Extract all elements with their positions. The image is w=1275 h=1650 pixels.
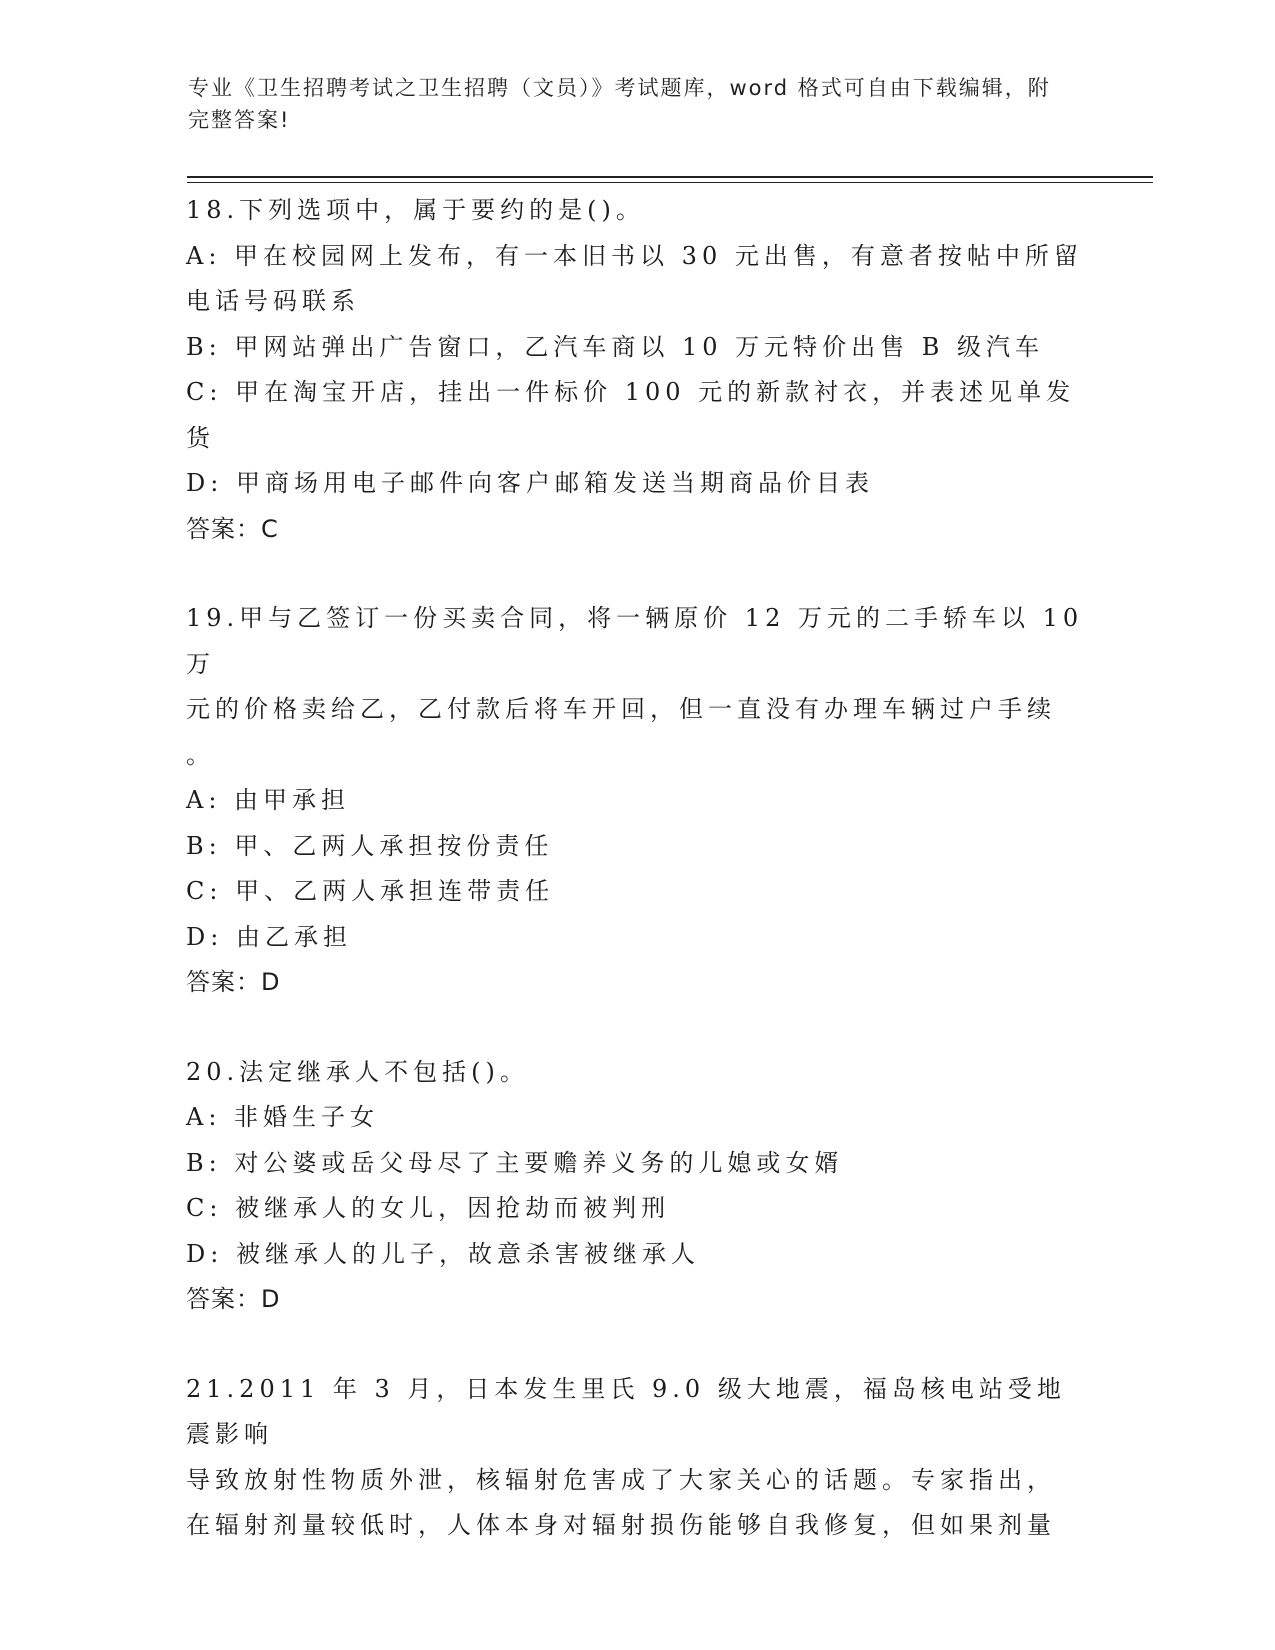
answer-option: B: 甲、乙两人承担按份责任 [186,831,554,860]
question-block [186,596,1096,1006]
answer-key: 答案：C [186,514,279,543]
question-stem-line: 在辐射剂量较低时，人体本身对辐射损伤能够自我修复，但如果剂量 [186,1511,1056,1539]
answer-option: 电话号码联系 [186,287,360,315]
answer-option: A: 非婚生子女 [186,1103,380,1131]
answer-option: C: 被继承人的女儿，因抢劫而被判刑 [186,1194,671,1222]
question-list [186,188,1096,1593]
answer-option: D: 由乙承担 [186,922,352,951]
question-stem-line: 20.法定继承人不包括()。 [186,1057,529,1086]
answer-option: C: 甲在淘宝开店，挂出一件标价 100 元的新款衬衣，并表述见单发货 [186,378,1076,452]
header-divider-thin [187,182,1153,183]
question-stem-line: 19.甲与乙签订一份买卖合同，将一辆原价 12 万元的二手轿车以 10 万 [186,604,1096,678]
answer-option: D: 被继承人的儿子，故意杀害被继承人 [186,1239,700,1268]
question-stem-line: 导致放射性物质外泄，核辐射危害成了大家关心的话题。专家指出， [186,1465,1056,1494]
answer-key: 答案：D [186,968,281,996]
answer-option: B: 对公婆或岳父母尽了主要赡养义务的儿媳或女婿 [186,1148,844,1177]
question-stem-line: 18.下列选项中，属于要约的是()。 [186,196,645,224]
question-stem-line: 。 [186,740,215,769]
question-block [186,1367,1086,1549]
question-stem-line: 元的价格卖给乙，乙付款后将车开回，但一直没有办理车辆过户手续 [186,695,1056,723]
answer-option: C: 甲、乙两人承担连带责任 [186,877,555,905]
answer-option: A: 甲在校园网上发布，有一本旧书以 30 元出售，有意者按帖中所留 [186,241,1083,270]
question-block [186,1050,1086,1323]
question-stem-line: 21.2011 年 3 月，日本发生里氏 9.0 级大地震，福岛核电站受地震影响 [186,1374,1066,1448]
answer-key: 答案：D [186,1285,281,1313]
header-divider-thick [187,176,1153,178]
document-header: 专业《卫生招聘考试之卫生招聘（文员）》考试题库，word 格式可自由下载编辑，附完整答案! [188,76,1051,132]
answer-option: A: 由甲承担 [186,786,351,814]
answer-option: B: 甲网站弹出广告窗口，乙汽车商以 10 万元特价出售 B 级汽车 [186,332,1045,361]
answer-option: D: 甲商场用电子邮件向客户邮箱发送当期商品价目表 [186,469,874,497]
question-block [186,188,1086,552]
